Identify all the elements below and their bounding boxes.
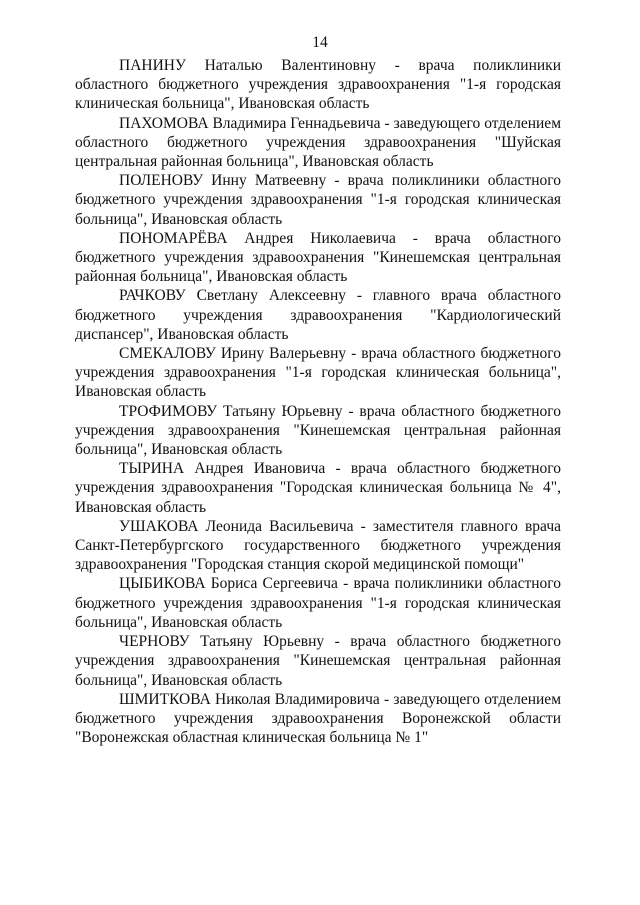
page-number: 14 [312,34,328,51]
list-item: ШМИТКОВА Николая Владимировича - заведующего отделением бюджетного учреждения здравоохранения Воронежской области "Воронежская областная клиническая больница № 1" [75,690,561,747]
list-item: ПОЛЕНОВУ Инну Матвеевну - врача поликлиники областного бюджетного учреждения здравоохранения "1-я городская клиническая больница", Ивановская область [75,172,561,228]
list-item: ПАНИНУ Наталью Валентиновну - врача поликлиники областного бюджетного учреждения здравоохранения "1-я городская клиническая больница", Ивановская область [75,57,561,113]
list-item: РАЧКОВУ Светлану Алексеевну - главного врача областного бюджетного учреждения здравоохранения "Кардиологический диспансер", Ивановская область [75,287,561,343]
list-item: УШАКОВА Леонида Васильевича - заместителя главного врача Санкт-Петербургского государственного бюджетного учреждения здравоохранения "Городская станция скорой медицинской помощи" [75,517,561,574]
list-item: ЦЫБИКОВА Бориса Сергеевича - врача поликлиники областного бюджетного учреждения здравоохранения "1-я городская клиническая больница", Ивановская область [75,575,561,631]
list-item: ПАХОМОВА Владимира Геннадьевича - заведующего отделением областного бюджетного учреждения здравоохранения "Шуйская центральная районная больница", Ивановская область [75,114,561,171]
list-item: ТЫРИНА Андрея Ивановича - врача областного бюджетного учреждения здравоохранения "Городская клиническая больница № 4", Ивановская область [75,460,561,516]
list-item: ТРОФИМОВУ Татьяну Юрьевну - врача областного бюджетного учреждения здравоохранения "Кинешемская центральная районная больница", Ивановская область [75,402,561,459]
list-item: ПОНОМАРЁВА Андрея Николаевича - врача областного бюджетного учреждения здравоохранения "Кинешемская центральная районная больница", Ивановская область [75,229,561,286]
list-item: СМЕКАЛОВУ Ирину Валерьевну - врача областного бюджетного учреждения здравоохранения "1-я городская клиническая больница", Ивановская область [75,345,561,401]
award-list [75,56,561,747]
list-item: ЧЕРНОВУ Татьяну Юрьевну - врача областного бюджетного учреждения здравоохранения "Кинешемская центральная районная больница", Ивановская область [75,633,561,689]
